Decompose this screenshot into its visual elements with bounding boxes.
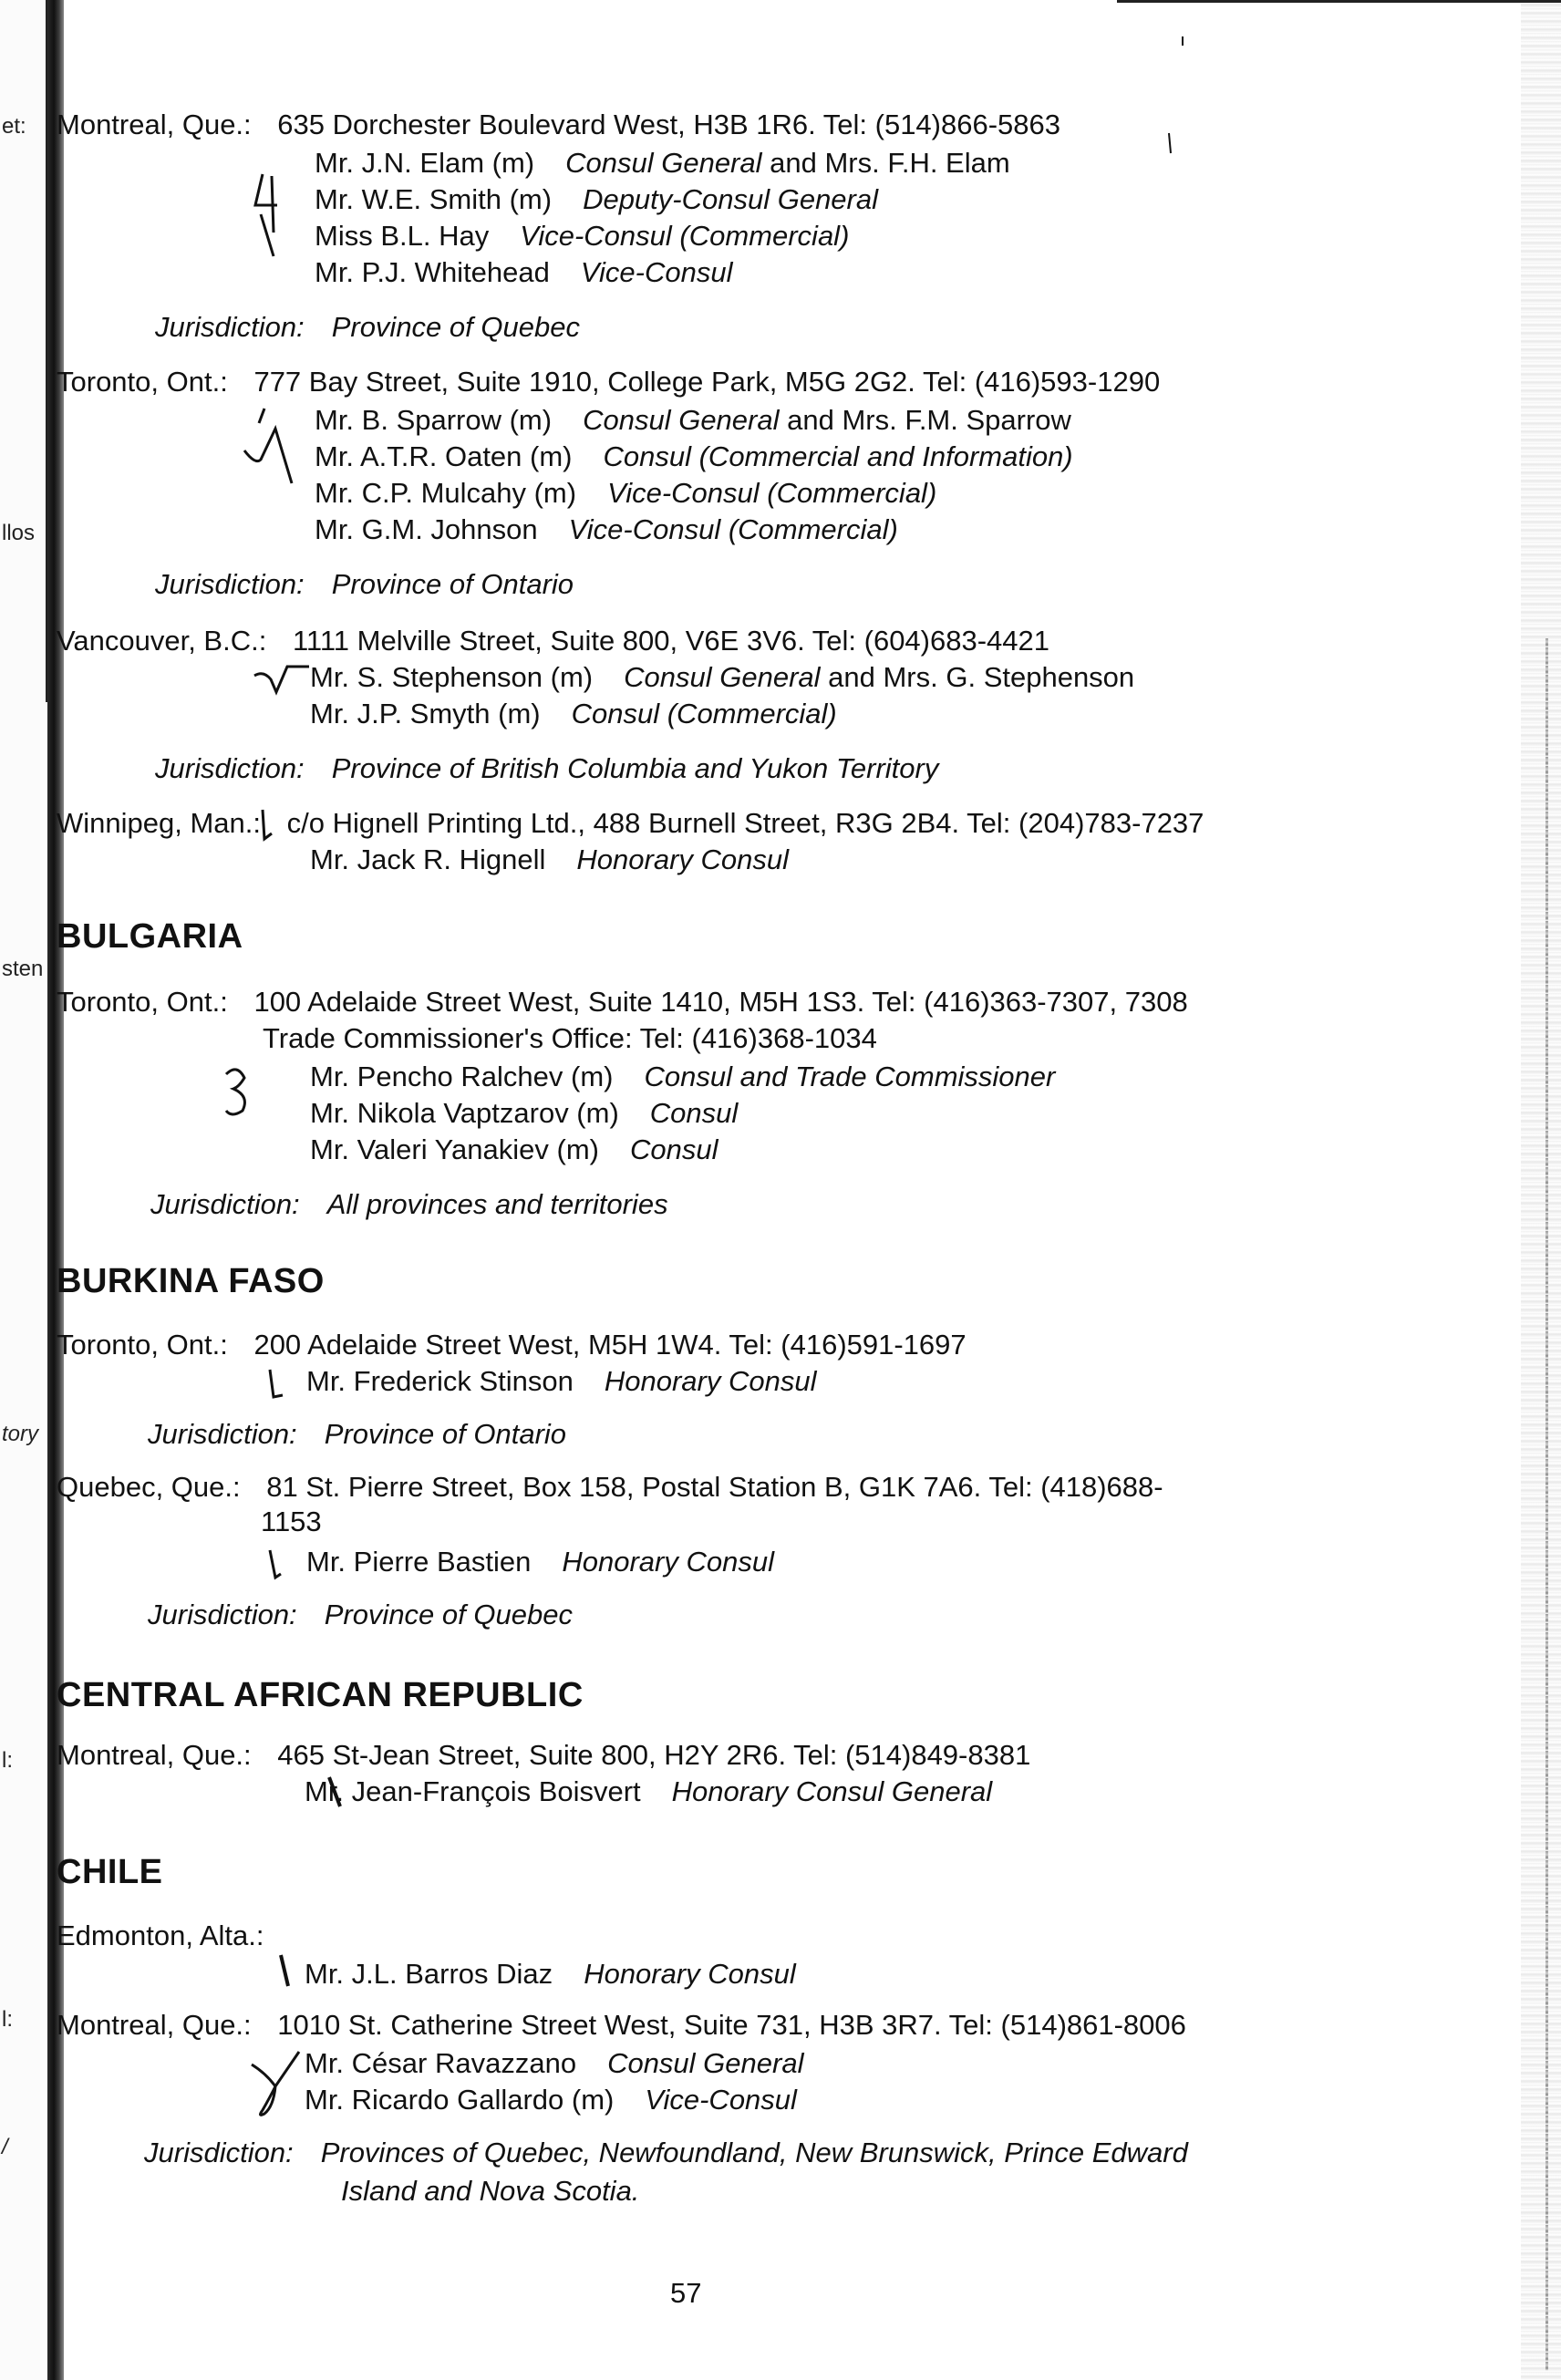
margin-fragment: llos <box>2 521 36 545</box>
left-gutter-box <box>0 0 47 702</box>
jurisdiction-label: Jurisdiction: <box>148 1418 297 1450</box>
person-title: Honorary Consul <box>604 1365 817 1397</box>
person-row <box>305 1775 992 1810</box>
jurisdiction-label: Jurisdiction: <box>150 1188 300 1220</box>
person-name: Mr. J.N. Elam (m) <box>315 147 535 179</box>
country-heading-bulgaria: BULGARIA <box>57 917 243 956</box>
city-label: Toronto, Ont.: <box>57 366 228 398</box>
handwritten-mark <box>248 2046 306 2119</box>
address: 1010 St. Catherine Street West, Suite 731, H3B 3R7. Tel: (514)861-8006 <box>277 2009 1186 2041</box>
jurisdiction-value: Province of Quebec <box>324 1599 573 1630</box>
top-rule <box>1117 0 1561 3</box>
person-name: Mr. A.T.R. Oaten (m) <box>315 440 573 472</box>
handwritten-mark <box>246 169 301 260</box>
address: 465 St-Jean Street, Suite 800, H2Y 2R6. Tel: (514)849-8381 <box>277 1739 1031 1771</box>
person-name: Mr. P.J. Whitehead <box>315 256 550 288</box>
jurisdiction-value-continued: Island and Nova Scotia. <box>341 2175 640 2207</box>
person-name: Mr. Jean-François Boisvert <box>305 1775 641 1807</box>
person-name: Mr. C.P. Mulcahy (m) <box>315 477 577 509</box>
person-title: Honorary Consul General <box>671 1775 993 1807</box>
right-margin-noise <box>1521 0 1561 2380</box>
handwritten-mark <box>219 1060 264 1123</box>
person-row <box>310 843 789 878</box>
person-row <box>315 219 849 254</box>
city-label: Vancouver, B.C.: <box>57 625 267 657</box>
post-line-bulgaria-toronto <box>57 985 1188 1020</box>
jurisdiction-value: Provinces of Quebec, Newfoundland, New Brunswick, Prince Edward <box>320 2137 1188 2168</box>
right-margin-line <box>1545 638 1548 2371</box>
margin-fragment: l: <box>2 2007 13 2032</box>
jurisdiction-label: Jurisdiction: <box>144 2137 294 2168</box>
person-row <box>315 255 732 291</box>
address-line-2: 1153 <box>261 1506 322 1537</box>
city-label: Winnipeg, Man.: <box>57 807 261 839</box>
person-name: Mr. César Ravazzano <box>305 2047 577 2079</box>
person-row <box>315 476 936 512</box>
person-title: Consul (Commercial) <box>571 698 837 730</box>
person-row <box>310 1096 738 1132</box>
person-name: Mr. J.P. Smyth (m) <box>310 698 541 730</box>
person-row <box>310 697 837 732</box>
post-line-burkina-toronto <box>57 1328 967 1363</box>
jurisdiction-value: All provinces and territories <box>326 1188 668 1220</box>
post-line-toronto <box>57 365 1160 400</box>
margin-fragment: sten <box>2 957 44 981</box>
jurisdiction-label: Jurisdiction: <box>155 752 305 784</box>
jurisdiction-row <box>148 1598 573 1633</box>
address: 200 Adelaide Street West, M5H 1W4. Tel: (416)591-1697 <box>253 1329 967 1361</box>
person-name: Mr. G.M. Johnson <box>315 513 538 545</box>
person-title: Deputy-Consul General <box>583 183 879 215</box>
person-title: Consul General <box>565 147 762 179</box>
person-title: Vice-Consul <box>580 256 733 288</box>
city-label: Toronto, Ont.: <box>57 1329 228 1361</box>
person-name: Mr. Jack R. Hignell <box>310 843 546 875</box>
person-row <box>306 1545 774 1580</box>
jurisdiction-value: Province of Ontario <box>324 1418 567 1450</box>
city-label: Toronto, Ont.: <box>57 986 228 1018</box>
post-line-chile-edmonton <box>57 1919 264 1954</box>
person-row <box>310 660 1134 696</box>
person-name: Mr. S. Stephenson (m) <box>310 661 594 693</box>
handwritten-mark <box>239 401 312 492</box>
address-line-2: Trade Commissioner's Office: Tel: (416)368-1034 <box>263 1022 877 1054</box>
post-line-montreal <box>57 108 1060 143</box>
person-title: Vice-Consul (Commercial) <box>607 477 937 509</box>
person-title: Consul General <box>607 2047 804 2079</box>
country-heading-chile: CHILE <box>57 1853 163 1891</box>
country-heading-central-african-republic: CENTRAL AFRICAN REPUBLIC <box>57 1676 584 1714</box>
person-row <box>306 1364 816 1400</box>
city-label: Montreal, Que.: <box>57 1739 252 1771</box>
person-name: Mr. B. Sparrow (m) <box>315 404 553 436</box>
person-name: Miss B.L. Hay <box>315 220 490 252</box>
handwritten-mark <box>257 806 277 846</box>
page-number: 57 <box>670 2277 702 2309</box>
person-title: Consul <box>629 1133 718 1165</box>
jurisdiction-row <box>155 751 938 787</box>
person-title: Vice-Consul <box>645 2084 797 2116</box>
person-name: Mr. Valeri Yanakiev (m) <box>310 1133 599 1165</box>
person-name: Mr. Pierre Bastien <box>306 1546 532 1578</box>
post-line-winnipeg <box>57 806 1204 842</box>
jurisdiction-row <box>155 310 580 346</box>
person-extra: and Mrs. G. Stephenson <box>820 661 1135 693</box>
person-row <box>315 403 1071 439</box>
jurisdiction-value: Province of British Columbia and Yukon Territory <box>331 752 939 784</box>
jurisdiction-row <box>150 1187 668 1223</box>
person-row <box>315 182 878 218</box>
city-label: Montreal, Que.: <box>57 2009 252 2041</box>
post-line-vancouver <box>57 624 1049 659</box>
person-row <box>315 512 898 548</box>
handwritten-mark <box>263 1545 290 1585</box>
person-title: Vice-Consul (Commercial) <box>520 220 850 252</box>
person-title: Honorary Consul <box>584 1958 796 1990</box>
jurisdiction-value: Province of Quebec <box>331 311 580 343</box>
handwritten-mark <box>1165 131 1174 159</box>
post-line-chile-montreal <box>57 2008 1186 2044</box>
person-name: Mr. Frederick Stinson <box>306 1365 574 1397</box>
address: 777 Bay Street, Suite 1910, College Park, M5G 2G2. Tel: (416)593-1290 <box>253 366 1161 398</box>
person-extra: and Mrs. F.H. Elam <box>761 147 1010 179</box>
person-name: Mr. J.L. Barros Diaz <box>305 1958 553 1990</box>
person-name: Mr. Ricardo Gallardo (m) <box>305 2084 615 2116</box>
address: 1111 Melville Street, Suite 800, V6E 3V6. Tel: (604)683-4421 <box>292 625 1050 657</box>
person-title: Consul (Commercial and Information) <box>603 440 1073 472</box>
post-line-car-montreal <box>57 1738 1030 1774</box>
person-name: Mr. Nikola Vaptzarov (m) <box>310 1097 619 1129</box>
person-title: Consul and Trade Commissioner <box>644 1061 1056 1092</box>
address: c/o Hignell Printing Ltd., 488 Burnell Street, R3G 2B4. Tel: (204)783-7237 <box>286 807 1204 839</box>
handwritten-mark <box>263 1364 290 1404</box>
country-heading-burkina-faso: BURKINA FASO <box>57 1262 325 1300</box>
handwritten-mark <box>1178 9 1187 46</box>
handwritten-mark <box>251 661 315 698</box>
person-name: Mr. W.E. Smith (m) <box>315 183 553 215</box>
city-label: Montreal, Que.: <box>57 109 252 140</box>
person-title: Consul General <box>583 404 780 436</box>
margin-fragment: / <box>2 2135 8 2159</box>
city-label: Edmonton, Alta.: <box>57 1920 264 1951</box>
person-row <box>315 146 1010 181</box>
jurisdiction-label: Jurisdiction: <box>155 568 305 600</box>
person-row <box>315 440 1073 475</box>
margin-fragment: et: <box>2 114 26 139</box>
post-line-burkina-quebec <box>57 1470 1163 1506</box>
person-extra: and Mrs. F.M. Sparrow <box>779 404 1071 436</box>
handwritten-mark <box>275 1951 297 1992</box>
person-row <box>305 1957 796 1992</box>
address: 81 St. Pierre Street, Box 158, Postal Station B, G1K 7A6. Tel: (418)688- <box>266 1471 1163 1503</box>
handwritten-mark <box>324 1774 351 1810</box>
city-label: Quebec, Que.: <box>57 1471 241 1503</box>
person-row <box>305 2083 797 2118</box>
margin-fragment: l: <box>2 1748 13 1773</box>
margin-fragment: tory <box>2 1422 39 1446</box>
person-row <box>305 2046 803 2082</box>
person-row <box>310 1060 1055 1095</box>
jurisdiction-label: Jurisdiction: <box>155 311 305 343</box>
jurisdiction-value: Province of Ontario <box>331 568 574 600</box>
person-title: Honorary Consul <box>562 1546 774 1578</box>
jurisdiction-label: Jurisdiction: <box>148 1599 297 1630</box>
jurisdiction-row <box>155 567 574 603</box>
jurisdiction-row <box>144 2136 1188 2171</box>
person-title: Honorary Consul <box>576 843 790 875</box>
person-title: Consul General <box>624 661 821 693</box>
person-title: Vice-Consul (Commercial) <box>568 513 898 545</box>
person-title: Consul <box>649 1097 739 1129</box>
person-name: Mr. Pencho Ralchev (m) <box>310 1061 614 1092</box>
address: 635 Dorchester Boulevard West, H3B 1R6. Tel: (514)866-5863 <box>277 109 1061 140</box>
person-row <box>310 1133 718 1168</box>
address: 100 Adelaide Street West, Suite 1410, M5H 1S3. Tel: (416)363-7307, 7308 <box>253 986 1188 1018</box>
jurisdiction-row <box>148 1417 566 1453</box>
